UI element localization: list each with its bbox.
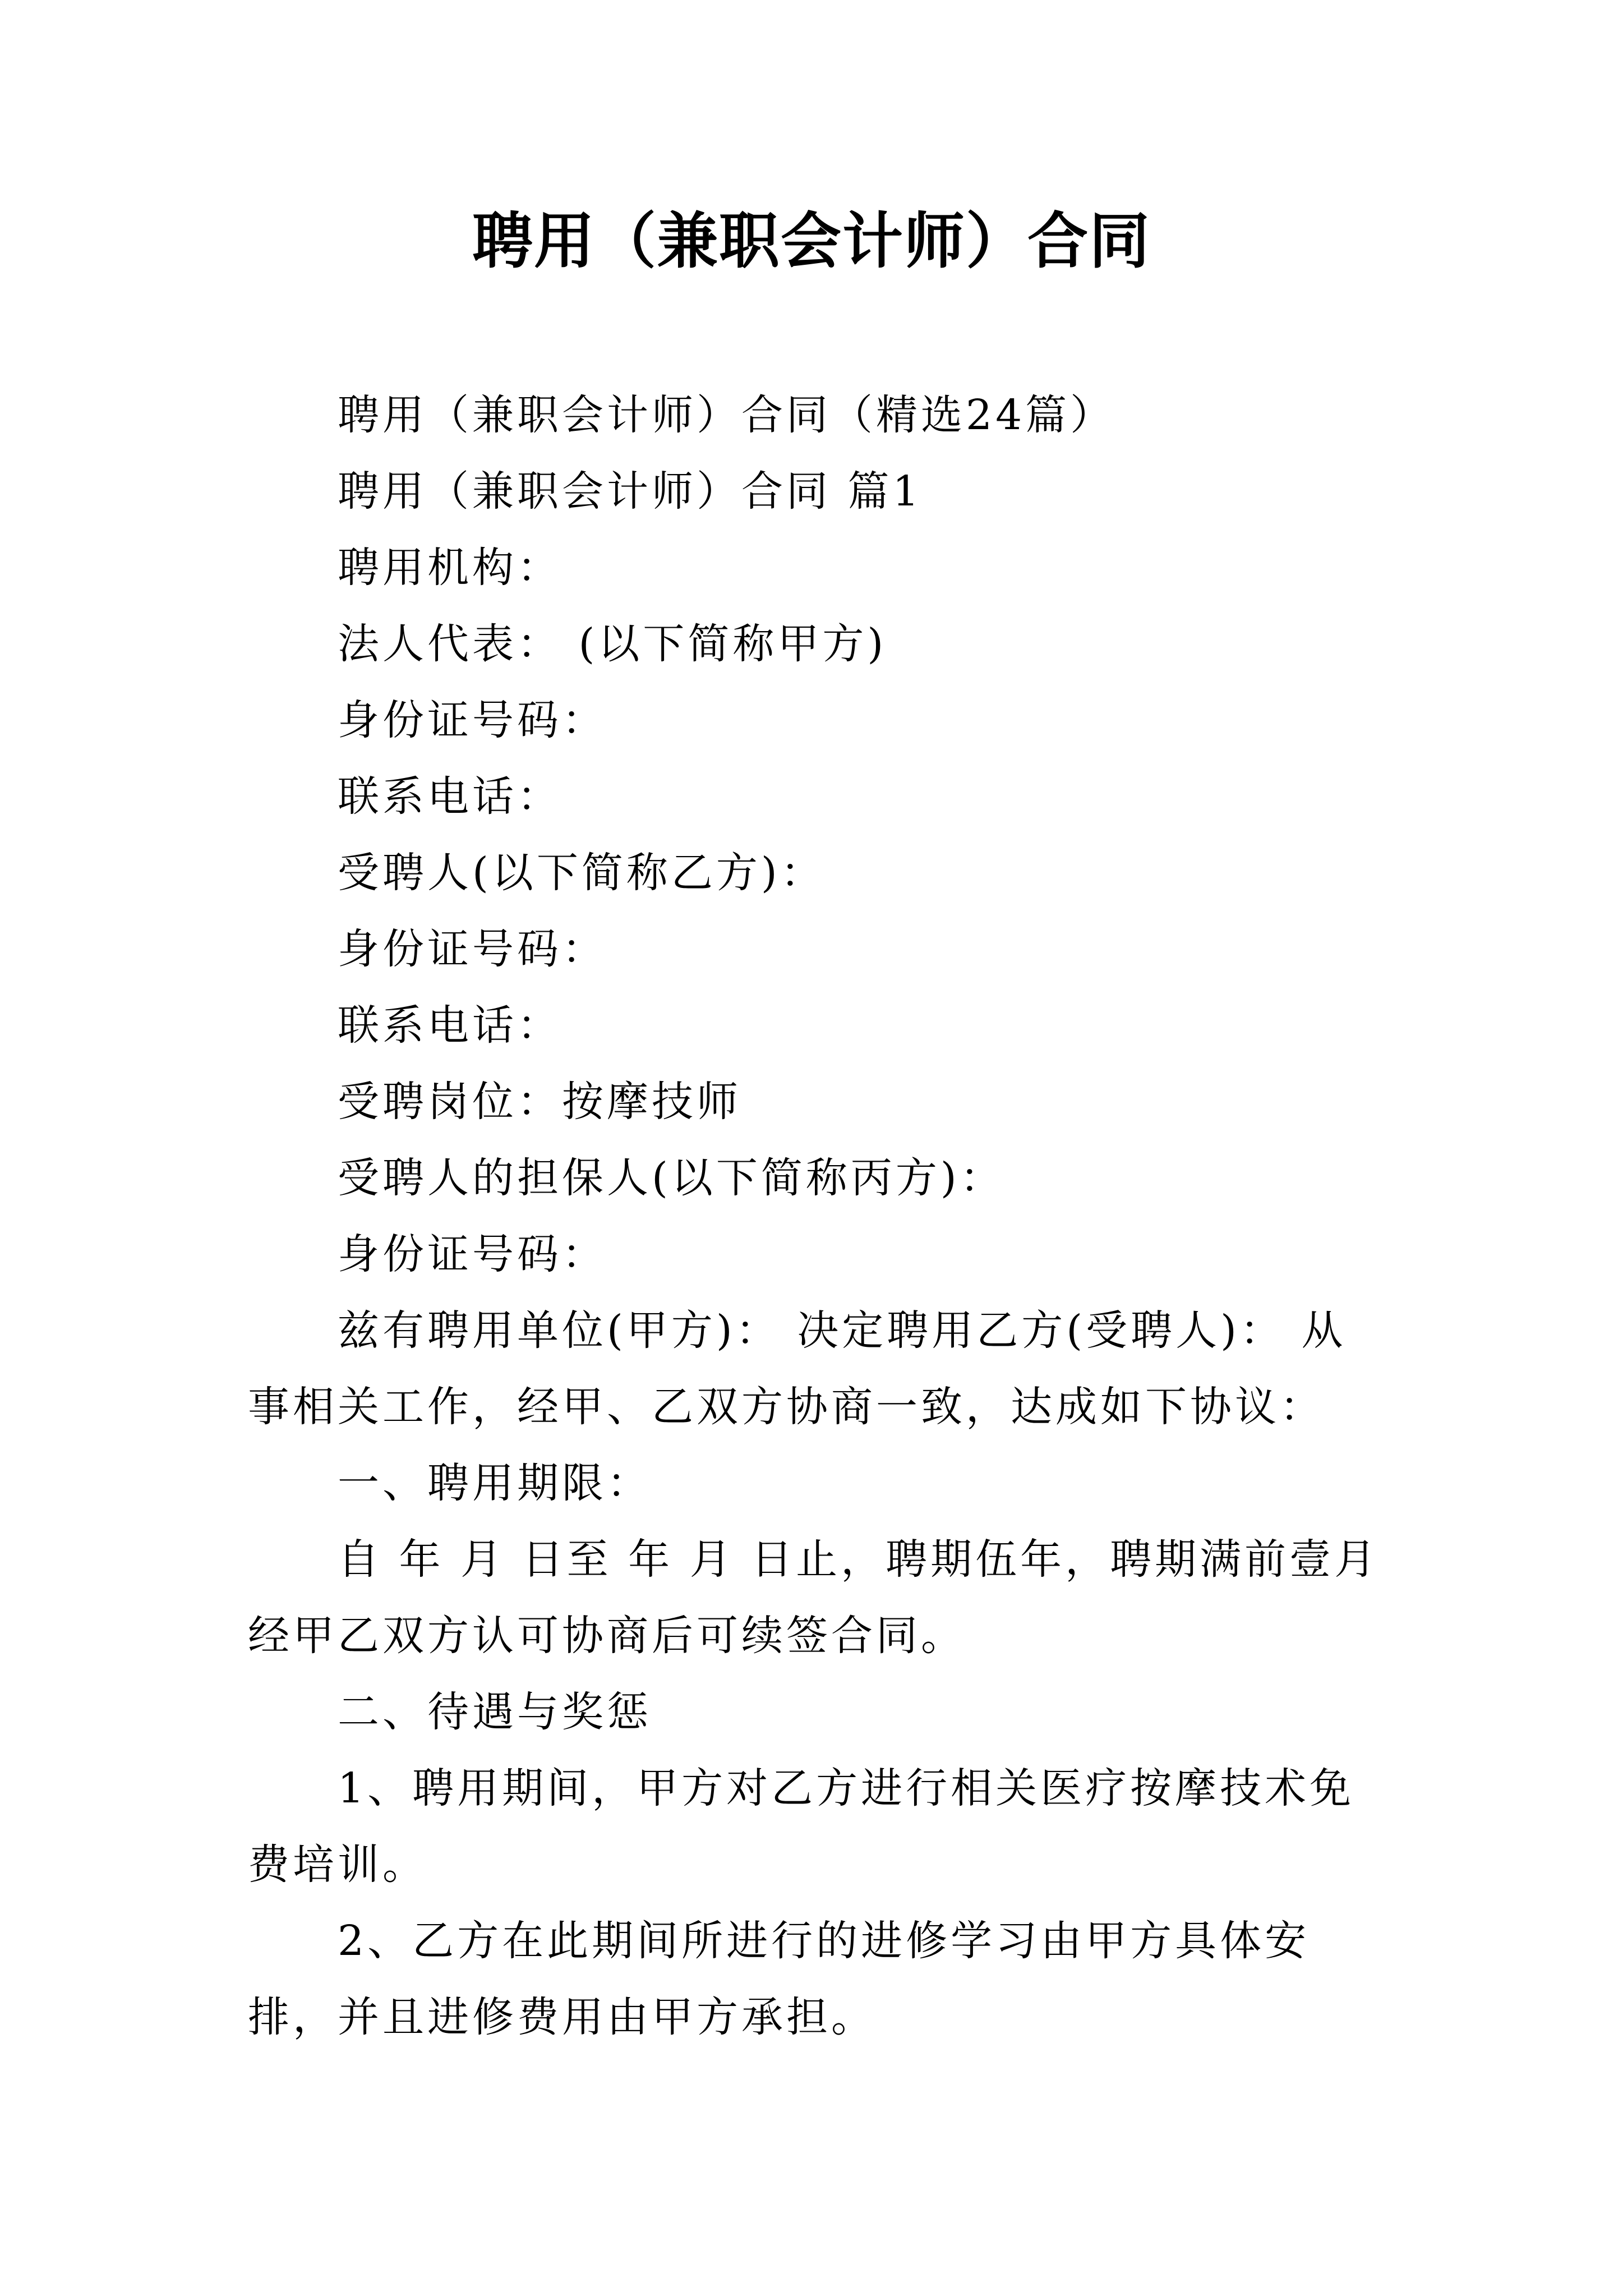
paragraph: 聘用机构：	[338, 544, 562, 592]
paragraph: 自 年 月 日至 年 月 日止，聘期伍年，聘期满前壹月经甲乙双方认可协商后可续签合同。	[248, 1535, 1380, 1660]
document-body	[248, 377, 1386, 2055]
paragraph: 受聘岗位：按摩技师	[338, 1078, 741, 1126]
paragraph: 二、待遇与奖惩	[338, 1688, 652, 1736]
paragraph: 一、聘用期限：	[338, 1459, 652, 1507]
paragraph: 受聘人的担保人(以下简称丙方)：	[338, 1154, 1005, 1202]
paragraph: 身份证号码：	[338, 696, 607, 744]
paragraph: 聘用（兼职会计师）合同 篇1	[338, 467, 923, 516]
paragraph: 联系电话：	[338, 772, 562, 821]
paragraph: 联系电话：	[338, 1001, 562, 1050]
paragraph: 聘用（兼职会计师）合同（精选24篇）	[338, 391, 1115, 439]
paragraph: 兹有聘用单位(甲方)： 决定聘用乙方(受聘人)： 从事相关工作，经甲、乙双方协商一致，达成如下协议：	[248, 1306, 1347, 1431]
document-title: 聘用（兼职会计师）合同	[472, 206, 1151, 277]
paragraph: 2、乙方在此期间所进行的进修学习由甲方具体安排，并且进修费用由甲方承担。	[248, 1917, 1310, 2041]
paragraph: 法人代表： (以下简称甲方)	[338, 620, 887, 668]
paragraph: 1、聘用期间，甲方对乙方进行相关医疗按摩技术免费培训。	[248, 1764, 1355, 1889]
paragraph: 身份证号码：	[338, 925, 607, 973]
paragraph: 身份证号码：	[338, 1230, 607, 1278]
paragraph: 受聘人(以下简称乙方)：	[338, 849, 826, 897]
